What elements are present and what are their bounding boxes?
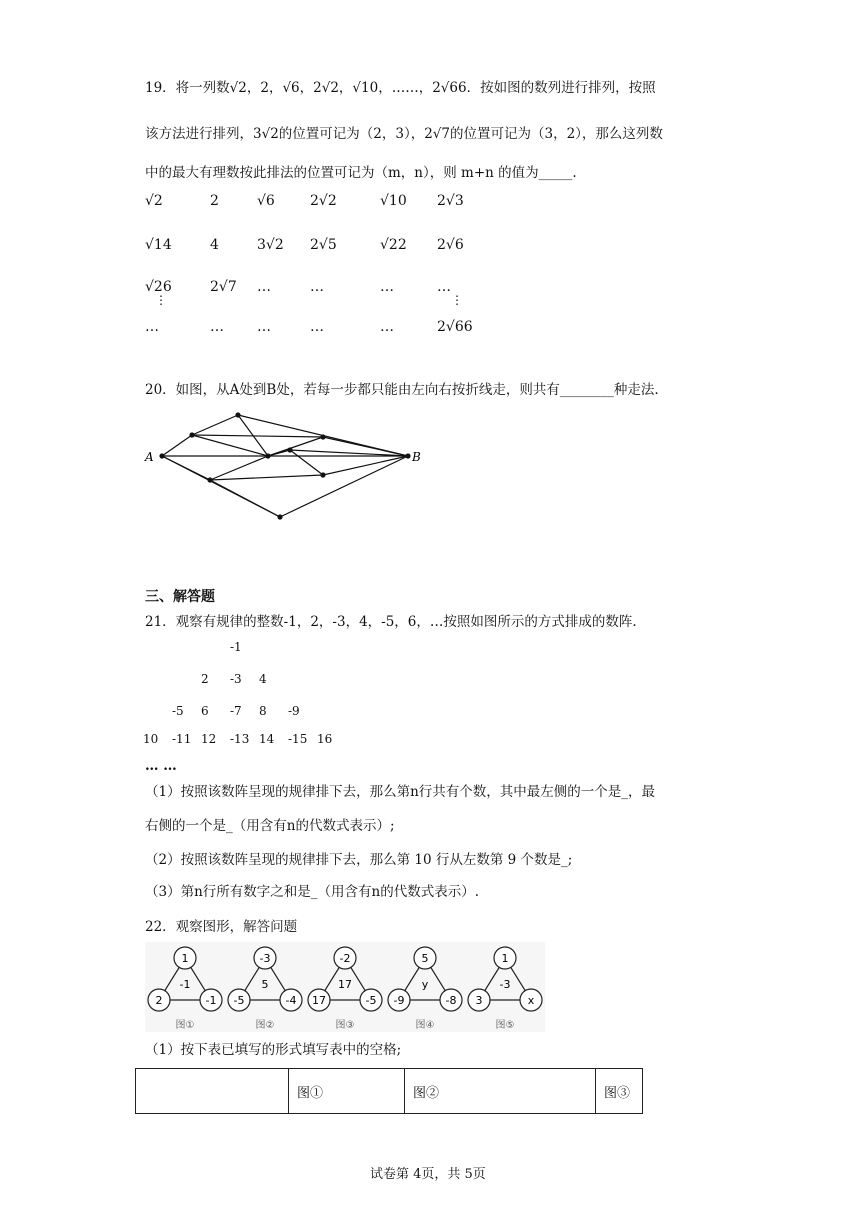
table-cell: 图② <box>405 1069 596 1114</box>
figure-caption: 图② <box>255 1020 275 1031</box>
array-number: 4 <box>259 672 267 686</box>
vertex-number: -3 <box>259 952 271 965</box>
array-number: -15 <box>288 732 308 746</box>
q20-path-diagram <box>140 405 430 530</box>
grid-cell: … <box>257 319 271 335</box>
array-number: -5 <box>172 704 184 718</box>
grid-cell: … <box>437 279 451 295</box>
array-number: -9 <box>288 704 300 718</box>
array-number: -13 <box>230 732 250 746</box>
q19-number-grid <box>145 193 475 343</box>
vertex-number: 5 <box>421 952 429 965</box>
q21-part2: （2）按照该数阵呈现的规律排下去，那么第 10 行从左数第 9 个数是_; <box>145 852 573 868</box>
grid-cell: 2√3 <box>437 193 464 209</box>
grid-cell: … <box>210 319 224 335</box>
array-number: 6 <box>201 704 209 718</box>
vertex-number: 1 <box>501 952 509 965</box>
grid-cell: 2√6 <box>437 237 464 253</box>
q21-part1a: （1）按照该数阵呈现的规律排下去，那么第n行共有个数，其中最左侧的一个是_，最 <box>145 784 656 800</box>
vertex-number: -9 <box>393 994 405 1007</box>
q19-line2: 该方法进行排列，3√2的位置可记为（2，3），2√7的位置可记为（3，2），那么这列数 <box>145 126 663 142</box>
vertex-number: -4 <box>285 994 297 1007</box>
vertical-dots: ⋮ <box>155 293 167 307</box>
grid-cell: 2√66 <box>437 319 473 335</box>
vertex-number: -5 <box>365 994 377 1007</box>
figure-caption: 图③ <box>335 1020 355 1031</box>
q21-number-triangle <box>140 640 360 750</box>
array-number: -11 <box>172 732 192 746</box>
grid-cell: 2√7 <box>210 279 237 295</box>
array-number: -1 <box>230 640 242 654</box>
grid-cell: … <box>380 319 394 335</box>
array-number: 16 <box>317 732 333 746</box>
q22-table <box>135 1068 643 1114</box>
figure-caption: 图④ <box>415 1020 435 1031</box>
array-number: 12 <box>201 732 217 746</box>
center-number: -1 <box>179 978 191 991</box>
grid-cell: … <box>310 319 324 335</box>
grid-cell: √10 <box>380 193 407 209</box>
grid-cell: … <box>310 279 324 295</box>
grid-cell: … <box>257 279 271 295</box>
q21-text: 21．观察有规律的整数-1，2，-3，4，-5，6，…按照如图所示的方式排成的数阵. <box>145 614 637 630</box>
array-number: 14 <box>259 732 275 746</box>
vertical-dots: ⋮ <box>451 293 463 307</box>
vertex-number: -8 <box>445 994 457 1007</box>
grid-cell: 2√2 <box>310 193 337 209</box>
vertex-number: -1 <box>205 994 217 1007</box>
figure-caption: 图⑤ <box>495 1020 515 1031</box>
center-number: -3 <box>499 978 511 991</box>
q21-part1b: 右侧的一个是_（用含有n的代数式表示）; <box>145 818 395 834</box>
grid-cell: 2√5 <box>310 237 337 253</box>
triangle-figure <box>465 942 545 1032</box>
triangle-figure <box>225 942 305 1032</box>
table-cell: 图③ <box>596 1069 643 1114</box>
q21-ellipsis: … … <box>145 758 177 774</box>
section-title: 三、解答题 <box>145 589 215 605</box>
q22-part1: （1）按下表已填写的形式填写表中的空格; <box>145 1042 402 1058</box>
array-number: 2 <box>201 672 209 686</box>
page-footer: 试卷第 4页，共 5页 <box>370 1167 486 1182</box>
grid-cell: 3√2 <box>257 237 284 253</box>
vertex-number: -2 <box>339 952 351 965</box>
grid-cell: 2 <box>210 193 219 209</box>
array-number: -3 <box>230 672 242 686</box>
table-cell <box>136 1069 289 1114</box>
grid-cell: √26 <box>145 279 172 295</box>
q22-figures <box>145 942 545 1032</box>
vertex-number: x <box>527 994 535 1007</box>
grid-cell: … <box>380 279 394 295</box>
q21-part3: （3）第n行所有数字之和是_（用含有n的代数式表示）. <box>145 884 480 900</box>
triangle-figure <box>305 942 385 1032</box>
label-b: B <box>412 450 421 464</box>
grid-cell: √2 <box>145 193 163 209</box>
center-number: 5 <box>261 978 269 991</box>
triangle-figure <box>385 942 465 1032</box>
vertex-number: 17 <box>312 994 326 1007</box>
label-a: A <box>145 450 154 464</box>
vertex-number: -5 <box>233 994 245 1007</box>
array-number: -7 <box>230 704 242 718</box>
triangle-figure <box>145 942 225 1032</box>
array-number: 8 <box>259 704 267 718</box>
q22-text: 22．观察图形，解答问题 <box>145 919 298 935</box>
vertex-number: 1 <box>181 952 189 965</box>
table-row <box>136 1069 643 1114</box>
q19-line1: 19．将一列数√2，2，√6，2√2，√10，……，2√66．按如图的数列进行排列，按照 <box>145 80 656 96</box>
center-number: y <box>421 978 429 991</box>
center-number: 17 <box>338 978 352 991</box>
table-cell: 图① <box>289 1069 405 1114</box>
grid-cell: √6 <box>257 193 275 209</box>
q20-text: 20．如图，从A处到B处，若每一步都只能由左向右按折线走，则共有________种走法. <box>145 382 659 398</box>
grid-cell: √22 <box>380 237 407 253</box>
q19-line3: 中的最大有理数按此排法的位置可记为（m，n），则 m+n 的值为_____. <box>145 165 577 181</box>
grid-cell: 4 <box>210 237 219 253</box>
array-number: 10 <box>143 732 159 746</box>
grid-cell: √14 <box>145 237 172 253</box>
vertex-number: 3 <box>475 994 483 1007</box>
vertex-number: 2 <box>155 994 163 1007</box>
figure-caption: 图① <box>175 1020 195 1031</box>
grid-cell: … <box>145 319 159 335</box>
